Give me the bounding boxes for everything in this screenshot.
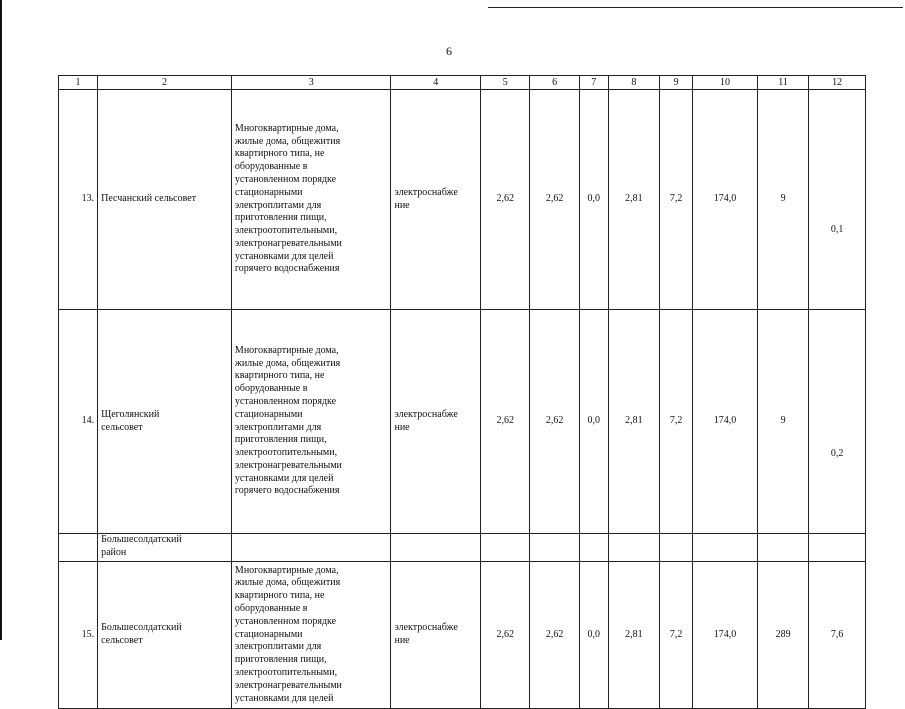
settlement-name: Песчанский сельсовет: [98, 90, 232, 310]
header-rule: [488, 7, 903, 8]
header-cell: 9: [660, 76, 693, 90]
value-col7: 0,0: [579, 562, 608, 709]
header-cell: 2: [98, 76, 232, 90]
value-col10: 174,0: [693, 90, 758, 310]
row-number: 14.: [59, 310, 98, 534]
value-col12: 0,2: [809, 310, 866, 534]
district-name: Большесолдатский район: [98, 534, 232, 562]
header-cell: 12: [809, 76, 866, 90]
value-col11: 9: [757, 90, 808, 310]
header-cell: 4: [391, 76, 481, 90]
consumer-description: Многоквартирные дома, жилые дома, общежития квартирного типа, не оборудованные в установленном порядке стационарными электроплитами для приготовления пищи, электроотопительными, электронагревательными установками для целей: [231, 562, 391, 709]
settlement-name: Большесолдатский сельсовет: [98, 562, 232, 709]
value-col6: 2,62: [530, 90, 579, 310]
value-col10: 174,0: [693, 310, 758, 534]
value-col5: 2,62: [481, 310, 530, 534]
value-col7: 0,0: [579, 310, 608, 534]
header-cell: 11: [757, 76, 808, 90]
value-col7: 0,0: [579, 90, 608, 310]
page-number: 6: [446, 44, 452, 58]
settlement-name: Щеголянский сельсовет: [98, 310, 232, 534]
value-col11: 9: [757, 310, 808, 534]
value-col9: 7,2: [660, 562, 693, 709]
header-row: [59, 76, 866, 90]
header-cell: 6: [530, 76, 579, 90]
table-row: [59, 562, 866, 709]
value-col5: 2,62: [481, 90, 530, 310]
header-cell: 7: [579, 76, 608, 90]
row-number: 13.: [59, 90, 98, 310]
header-cell: 8: [608, 76, 659, 90]
value-col8: 2,81: [608, 90, 659, 310]
utility-service: электроснабже ние: [391, 90, 481, 310]
value-col12: 0,1: [809, 90, 866, 310]
utility-service: электроснабже ние: [391, 562, 481, 709]
value-col9: 7,2: [660, 90, 693, 310]
table-row: [59, 90, 866, 310]
value-col5: 2,62: [481, 562, 530, 709]
table-row: [59, 310, 866, 534]
value-col8: 2,81: [608, 310, 659, 534]
consumer-description: Многоквартирные дома, жилые дома, общежития квартирного типа, не оборудованные в установленном порядке стационарными электроплитами для приготовления пищи, электроотопительными, электронагревательными установками для целей горячего водоснабжения: [231, 310, 391, 534]
row-number: 15.: [59, 562, 98, 709]
header-cell: 1: [59, 76, 98, 90]
header-cell: 10: [693, 76, 758, 90]
page-edge-line: [0, 0, 2, 640]
value-col8: 2,81: [608, 562, 659, 709]
utility-service: электроснабже ние: [391, 310, 481, 534]
consumer-description: Многоквартирные дома, жилые дома, общежития квартирного типа, не оборудованные в установленном порядке стационарными электроплитами для приготовления пищи, электроотопительными, электронагревательными установками для целей горячего водоснабжения: [231, 90, 391, 310]
value-col12: 7,6: [809, 562, 866, 709]
value-col9: 7,2: [660, 310, 693, 534]
value-col6: 2,62: [530, 310, 579, 534]
district-row: [59, 534, 866, 562]
tariff-table: [58, 75, 866, 709]
header-cell: 5: [481, 76, 530, 90]
value-col11: 289: [757, 562, 808, 709]
header-cell: 3: [231, 76, 391, 90]
value-col6: 2,62: [530, 562, 579, 709]
value-col10: 174,0: [693, 562, 758, 709]
